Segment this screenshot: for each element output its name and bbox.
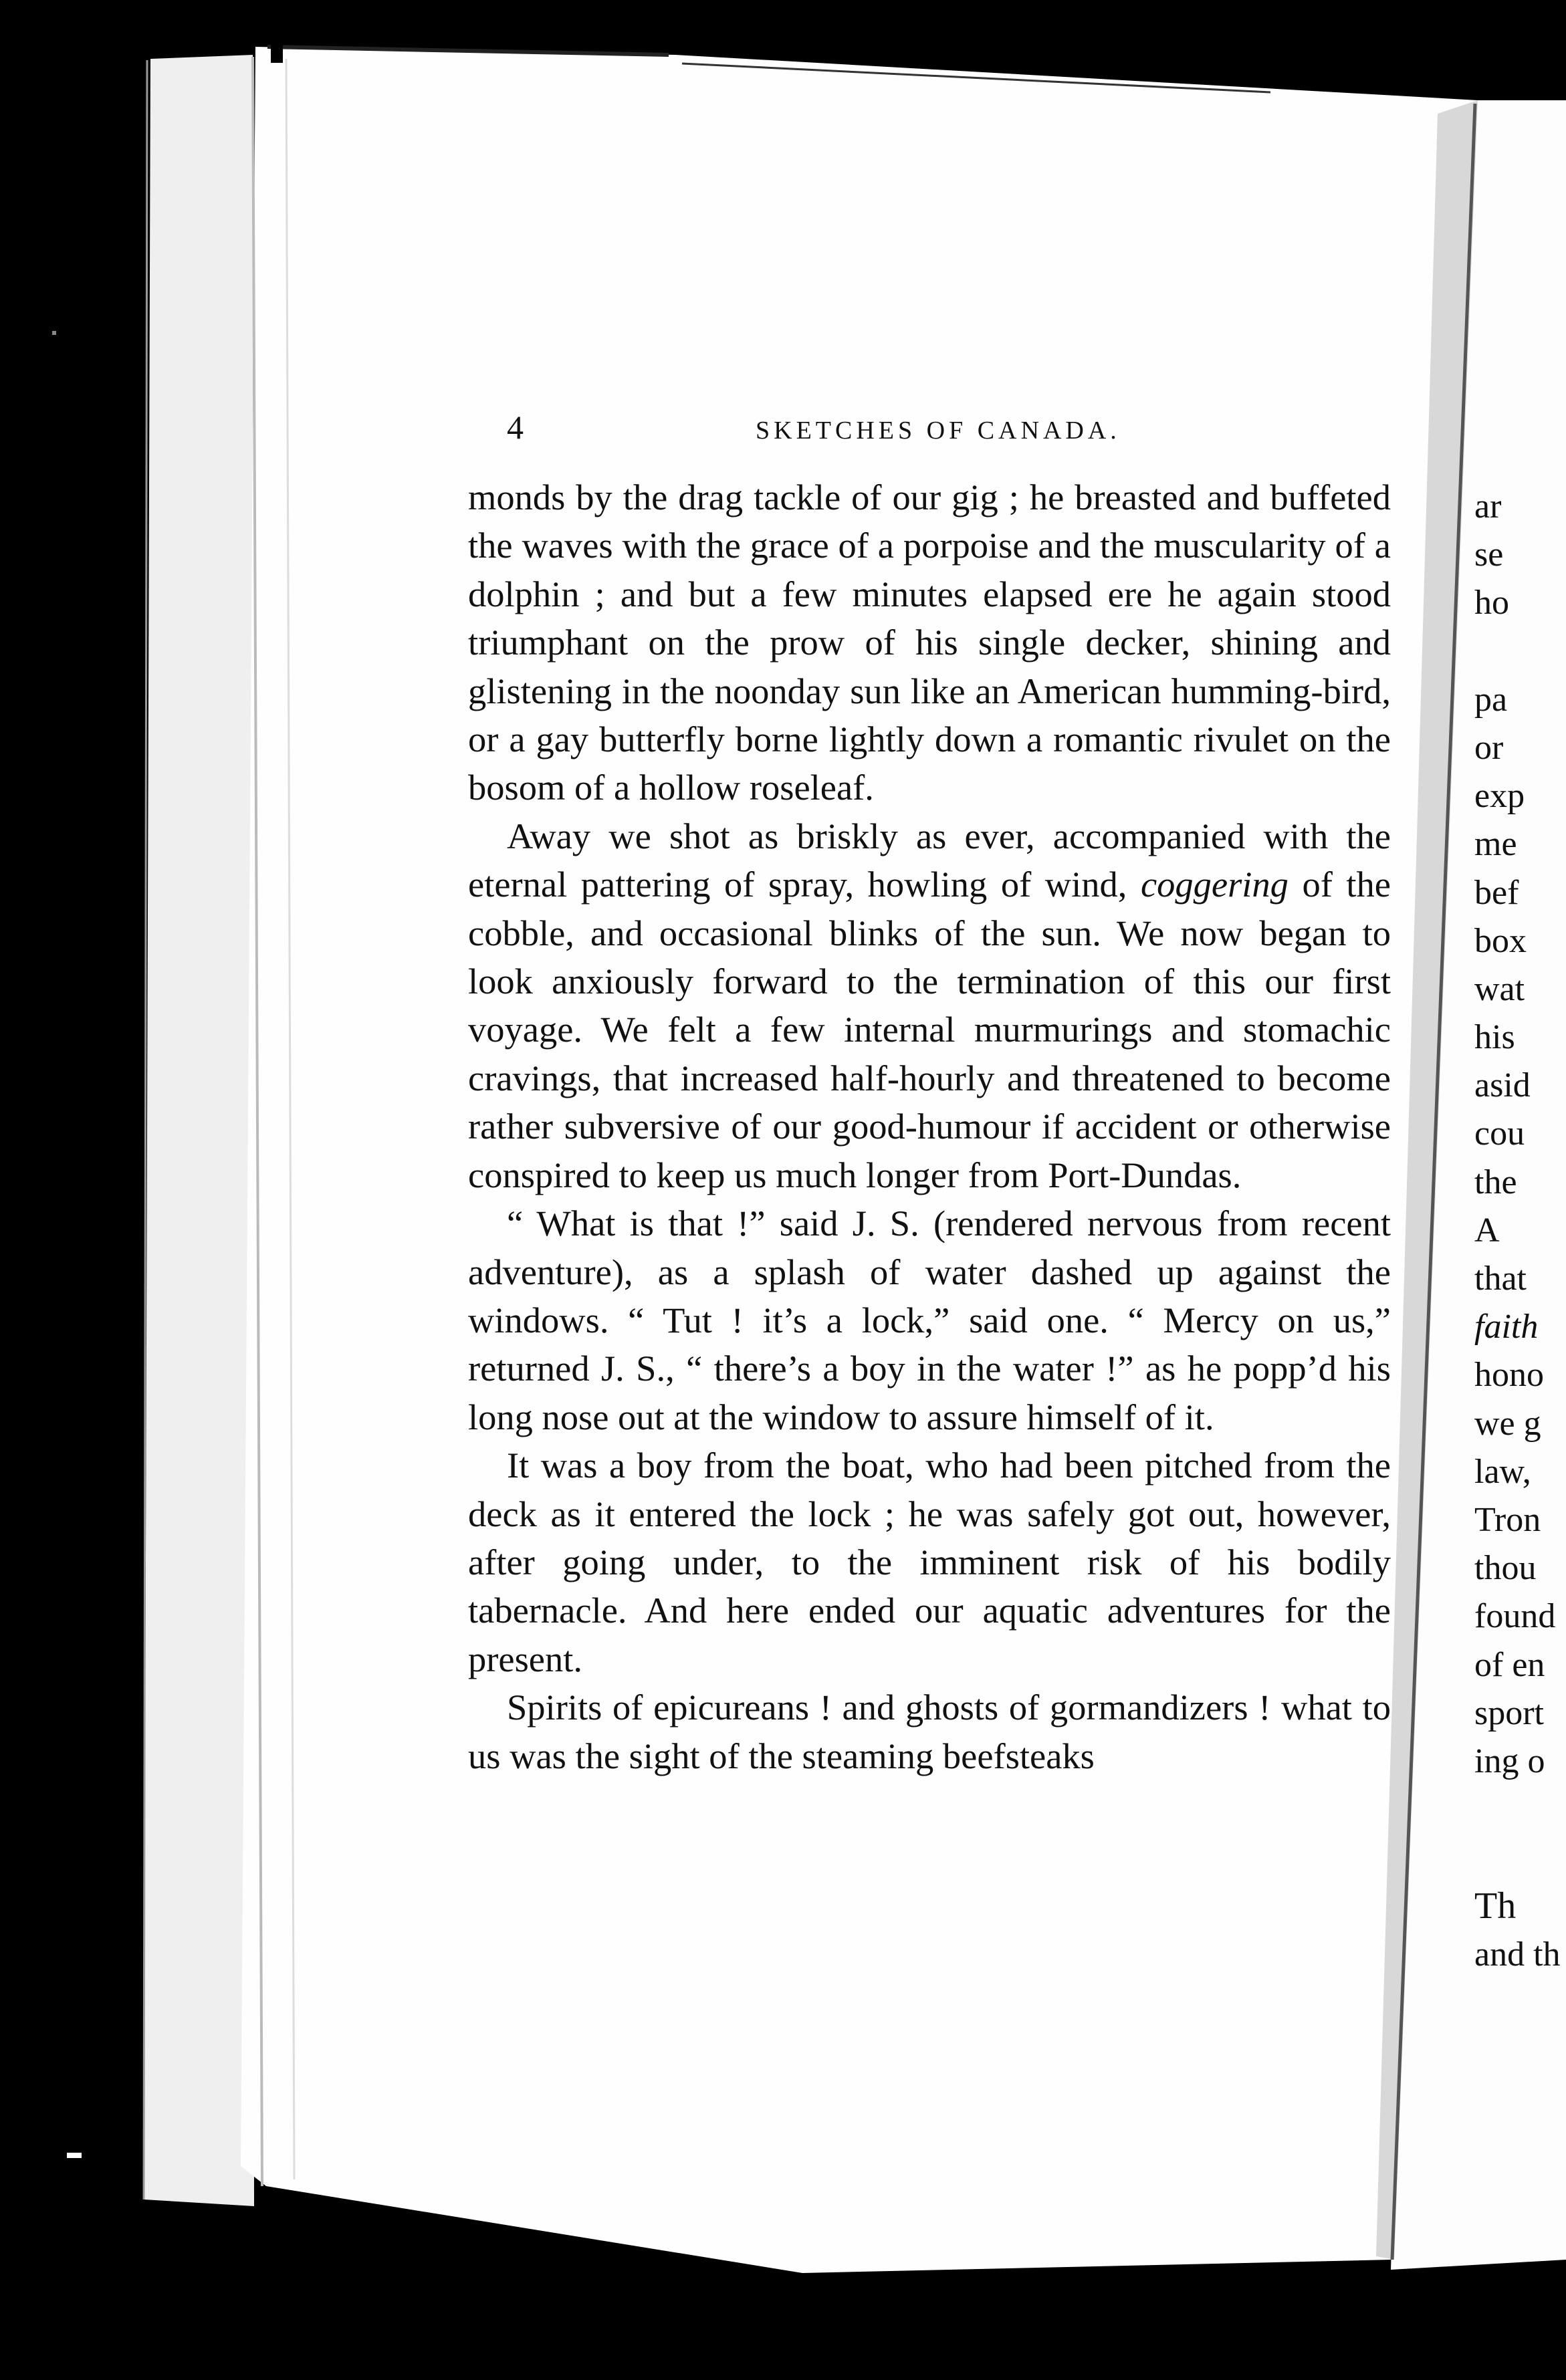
fragment-line: asid [1474, 1066, 1531, 1105]
fragment-line: hono [1474, 1356, 1544, 1395]
book-page [468, 408, 1391, 1780]
paragraph-5: Spirits of epicureans ! and ghosts of gormandizers ! what to us was the sight of the steaming beefsteaks [468, 1687, 1391, 1776]
paragraph-2: Away we shot as briskly as ever, accompanied with the eternal pattering of spray, howling of wind, coggering of the cobble, and occasional blinks of the sun. We now began to look anxiously forward to the termination of this our first voyage. We felt a few internal murmurings and stomachic cravings, that increased half-hourly and threatened to become rather subversive of our good-humour if accident or otherwise conspired to keep us much longer from Port-Dundas. [468, 815, 1391, 1195]
fragment-line: box [1474, 921, 1527, 960]
fragment-line: we g [1474, 1404, 1541, 1443]
fragment-line: A [1474, 1211, 1500, 1250]
fragment-line: ho [1474, 584, 1509, 622]
fragment-line: law, [1474, 1452, 1531, 1491]
fragment-line: wat [1474, 969, 1525, 1008]
fragment-line: bef [1474, 873, 1519, 912]
fragment-line [1474, 1786, 1566, 1834]
body-text [468, 473, 1391, 1780]
fragment-line: faith [1474, 1308, 1539, 1346]
fragment-line: thou [1474, 1549, 1537, 1588]
fragment-line: the [1474, 1163, 1517, 1201]
fragment-line: cou [1474, 1114, 1525, 1153]
page-number: 4 [507, 408, 524, 446]
fragment-line: se [1474, 536, 1504, 574]
running-head [468, 408, 1391, 448]
fragment-line [1474, 628, 1566, 676]
italic-word: coggering [1140, 864, 1289, 905]
fragment-line: Tron [1474, 1500, 1541, 1539]
facing-page-fragments [1474, 483, 1566, 1979]
fragment-line: pa [1474, 680, 1508, 719]
fragment-line [1474, 1834, 1566, 1882]
fragment-line: and th [1474, 1935, 1561, 1974]
fragment-line: ing o [1474, 1742, 1545, 1780]
fragment-line: that [1474, 1260, 1527, 1298]
paragraph-4: It was a boy from the boat, who had been pitched from the deck as it entered the lock ; he was safely got out, however, after going under, to the imminent risk of his bodily tabernacle. And here ended our aquatic adventures for the present. [468, 1445, 1391, 1679]
paragraph-1: monds by the drag tackle of our gig ; he breasted and buffeted the waves with the grace of a porpoise and the muscularity of a dolphin ; and but a few minutes elapsed ere he again stood triumphant on the prow of his single decker, shining and glistening in the noonday sun like an American humming-bird, or a gay butterfly borne lightly down a romantic rivulet on the bosom of a hollow roseleaf. [468, 477, 1391, 808]
fragment-line: me [1474, 825, 1517, 864]
fragment-line: his [1474, 1018, 1515, 1057]
fragment-line: found [1474, 1597, 1556, 1636]
fragment-line: of en [1474, 1645, 1545, 1684]
running-head-title: SKETCHES OF CANADA. [756, 416, 1121, 445]
fragment-line: sport [1474, 1693, 1544, 1732]
fragment-line: Th [1474, 1885, 1517, 1927]
fragment-line: ar [1474, 487, 1502, 525]
fragment-line: or [1474, 728, 1504, 767]
fragment-line: exp [1474, 777, 1525, 816]
paragraph-3: “ What is that !” said J. S. (rendered nervous from recent adventure), as a splash of water dashed up against the windows. “ Tut ! it’s a lock,” said one. “ Mercy on us,” returned J. S., “ there’s a boy in the water !” as he popp’d his long nose out at the window to assure himself of it. [468, 1203, 1391, 1437]
